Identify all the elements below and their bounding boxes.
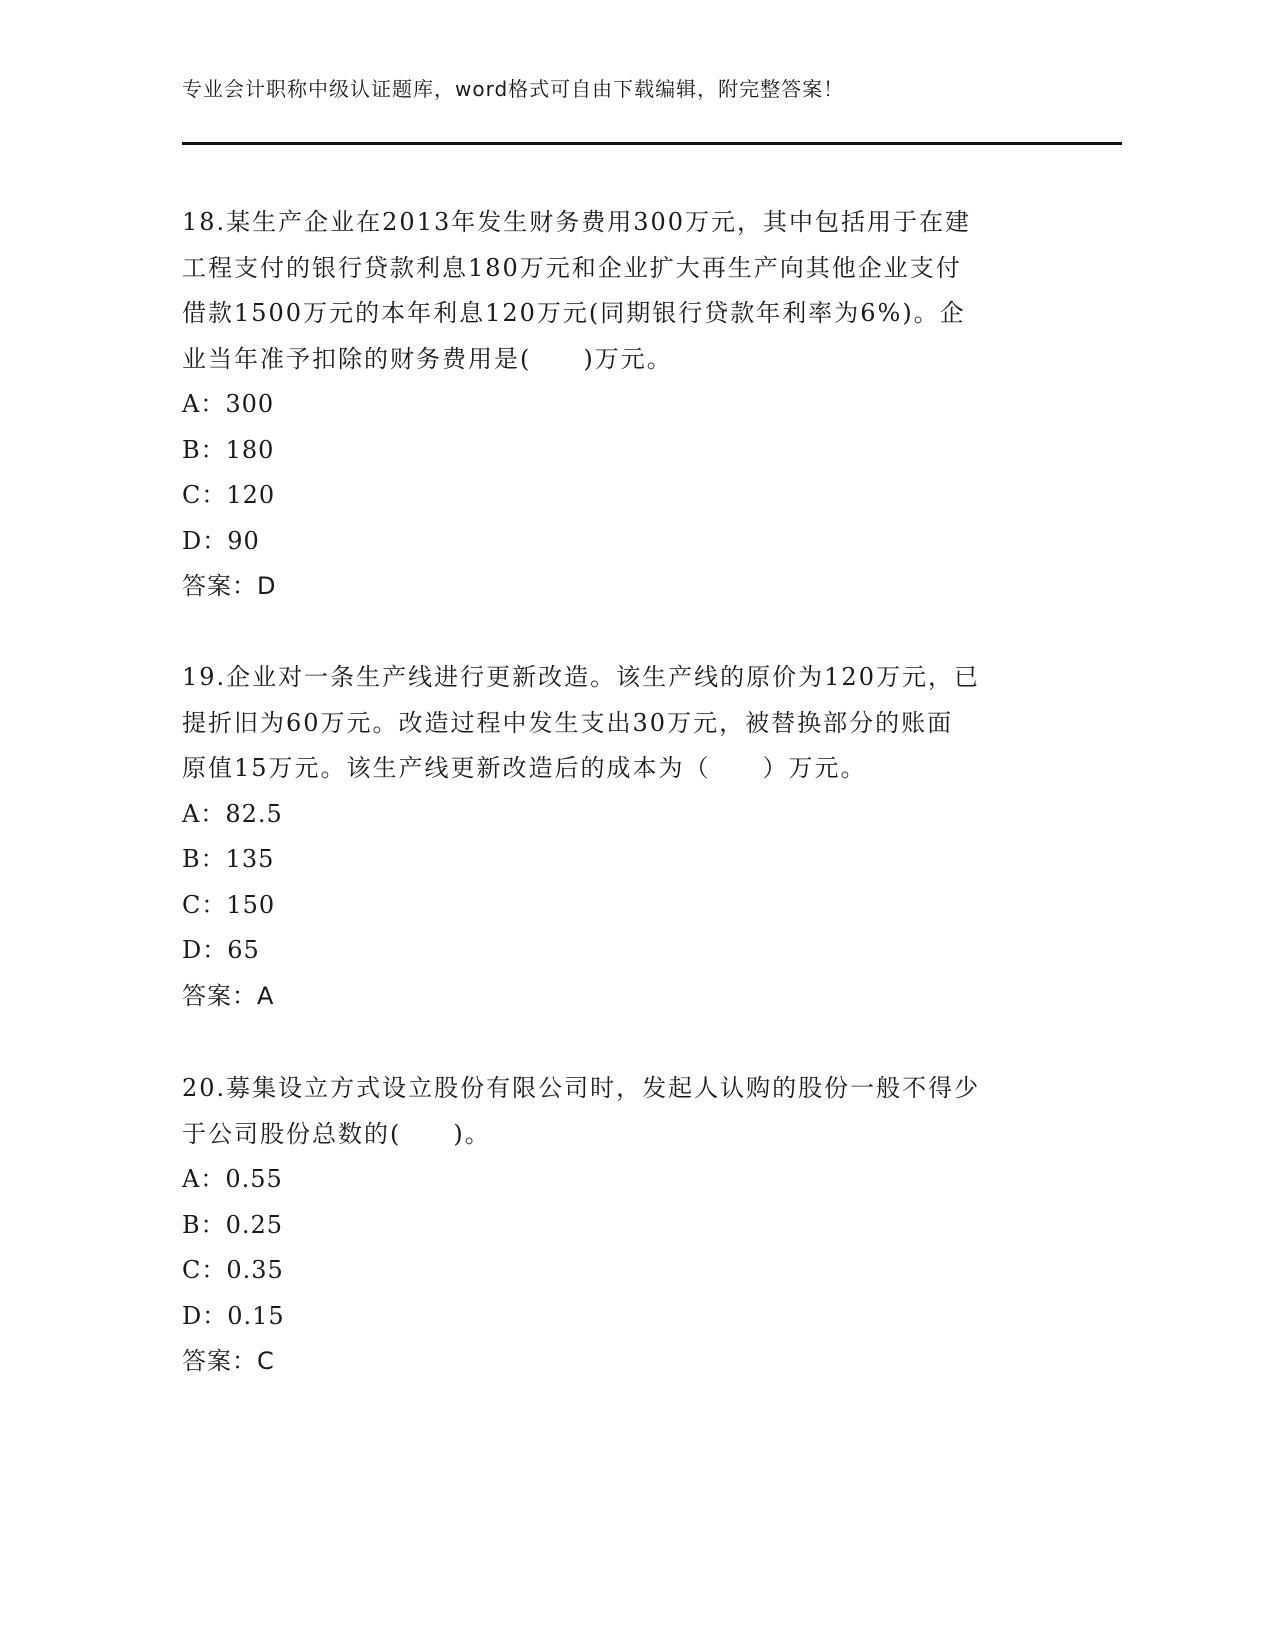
- option-c: C：0.35: [182, 1256, 284, 1284]
- question-stem-line: 于公司股份总数的( )。: [182, 1119, 491, 1148]
- option-b: B：0.25: [182, 1210, 284, 1239]
- option-d: D：0.15: [182, 1301, 285, 1330]
- question-stem-line: 工程支付的银行贷款利息180万元和企业扩大再生产向其他企业支付: [182, 253, 962, 282]
- question-stem-line: 业当年准予扣除的财务费用是( )万元。: [182, 344, 673, 373]
- question-19: [182, 655, 1062, 1019]
- question-stem-line: 19.企业对一条生产线进行更新改造。该生产线的原价为120万元，已: [182, 663, 980, 691]
- option-a: A：0.55: [182, 1165, 283, 1193]
- option-b: B：135: [182, 845, 275, 873]
- option-b: B：180: [182, 435, 275, 464]
- answer-label: 答案：C: [182, 1347, 275, 1375]
- option-a: A：300: [182, 390, 275, 418]
- page-header: 专业会计职称中级认证题库，word格式可自由下载编辑，附完整答案！: [182, 77, 845, 101]
- answer-label: 答案：D: [182, 572, 277, 600]
- option-a: A：82.5: [182, 799, 283, 828]
- question-stem-line: 提折旧为60万元。改造过程中发生支出30万元，被替换部分的账面: [182, 708, 954, 737]
- option-d: D：90: [182, 526, 260, 555]
- option-c: C：120: [182, 481, 276, 509]
- option-c: C：150: [182, 890, 276, 919]
- question-stem-line: 原值15万元。该生产线更新改造后的成本为（ ）万元。: [182, 754, 867, 782]
- question-stem-line: 20.募集设立方式设立股份有限公司时，发起人认购的股份一般不得少: [182, 1074, 981, 1102]
- question-20: [182, 1066, 1062, 1385]
- question-stem-line: 18.某生产企业在2013年发生财务费用300万元，其中包括用于在建: [182, 208, 972, 236]
- question-stem-line: 借款1500万元的本年利息120万元(同期银行贷款年利率为6%)。企: [182, 299, 966, 327]
- answer-label: 答案：A: [182, 981, 275, 1010]
- question-18: [182, 200, 1062, 610]
- option-d: D：65: [182, 936, 260, 964]
- header-divider: [182, 142, 1122, 145]
